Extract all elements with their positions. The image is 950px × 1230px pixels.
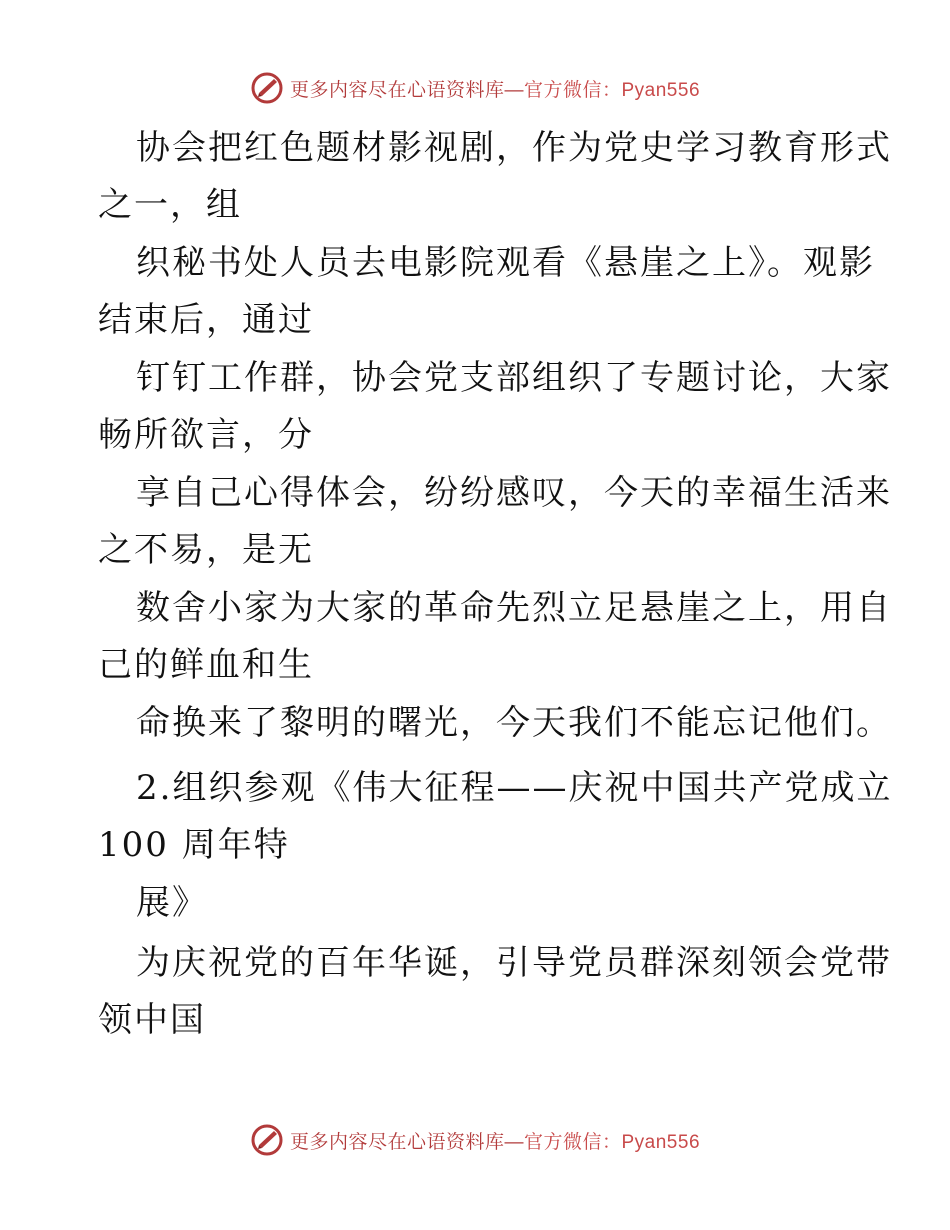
text-line: 2.组织参观《伟大征程——庆祝中国共产党成立 <box>136 768 893 808</box>
watermark-main: 更多内容尽在心语资料库 <box>289 1131 505 1153</box>
text-line: 命换来了黎明的曙光，今天我们不能忘记他们。 <box>136 703 892 743</box>
watermark-main: 更多内容尽在心语资料库 <box>289 79 505 101</box>
text-line: 之不易，是无 <box>98 530 314 570</box>
text-line: 之一，组 <box>98 185 242 225</box>
watermark-separator: — <box>504 79 524 101</box>
text-line: 己的鲜血和生 <box>98 645 314 685</box>
watermark-text <box>290 75 700 102</box>
header-watermark <box>0 68 950 108</box>
footer-watermark <box>0 1120 950 1160</box>
text-line: 享自己心得体会，纷纷感叹，今天的幸福生活来 <box>136 473 892 513</box>
text-line: 为庆祝党的百年华诞，引导党员群深刻领会党带 <box>136 943 892 983</box>
text-line: 领中国 <box>98 1000 206 1040</box>
text-line: 织秘书处人员去电影院观看《悬崖之上》。观影 <box>136 243 875 283</box>
text-line: 100 周年特 <box>98 825 290 865</box>
text-line: 展》 <box>136 883 208 923</box>
watermark-contact: 官方微信：Pyan556 <box>524 1131 701 1153</box>
watermark-separator: — <box>504 1131 524 1153</box>
brand-logo-icon <box>250 1123 284 1157</box>
text-line: 协会把红色题材影视剧，作为党史学习教育形式 <box>136 128 892 168</box>
text-line: 钉钉工作群，协会党支部组织了专题讨论，大家 <box>136 358 892 398</box>
watermark-text <box>290 1127 700 1154</box>
text-line: 畅所欲言，分 <box>98 415 314 455</box>
text-line: 结束后，通过 <box>98 300 314 340</box>
text-line: 数舍小家为大家的革命先烈立足悬崖之上，用自 <box>136 588 892 628</box>
brand-logo-icon <box>250 71 284 105</box>
watermark-contact: 官方微信：Pyan556 <box>524 79 701 101</box>
